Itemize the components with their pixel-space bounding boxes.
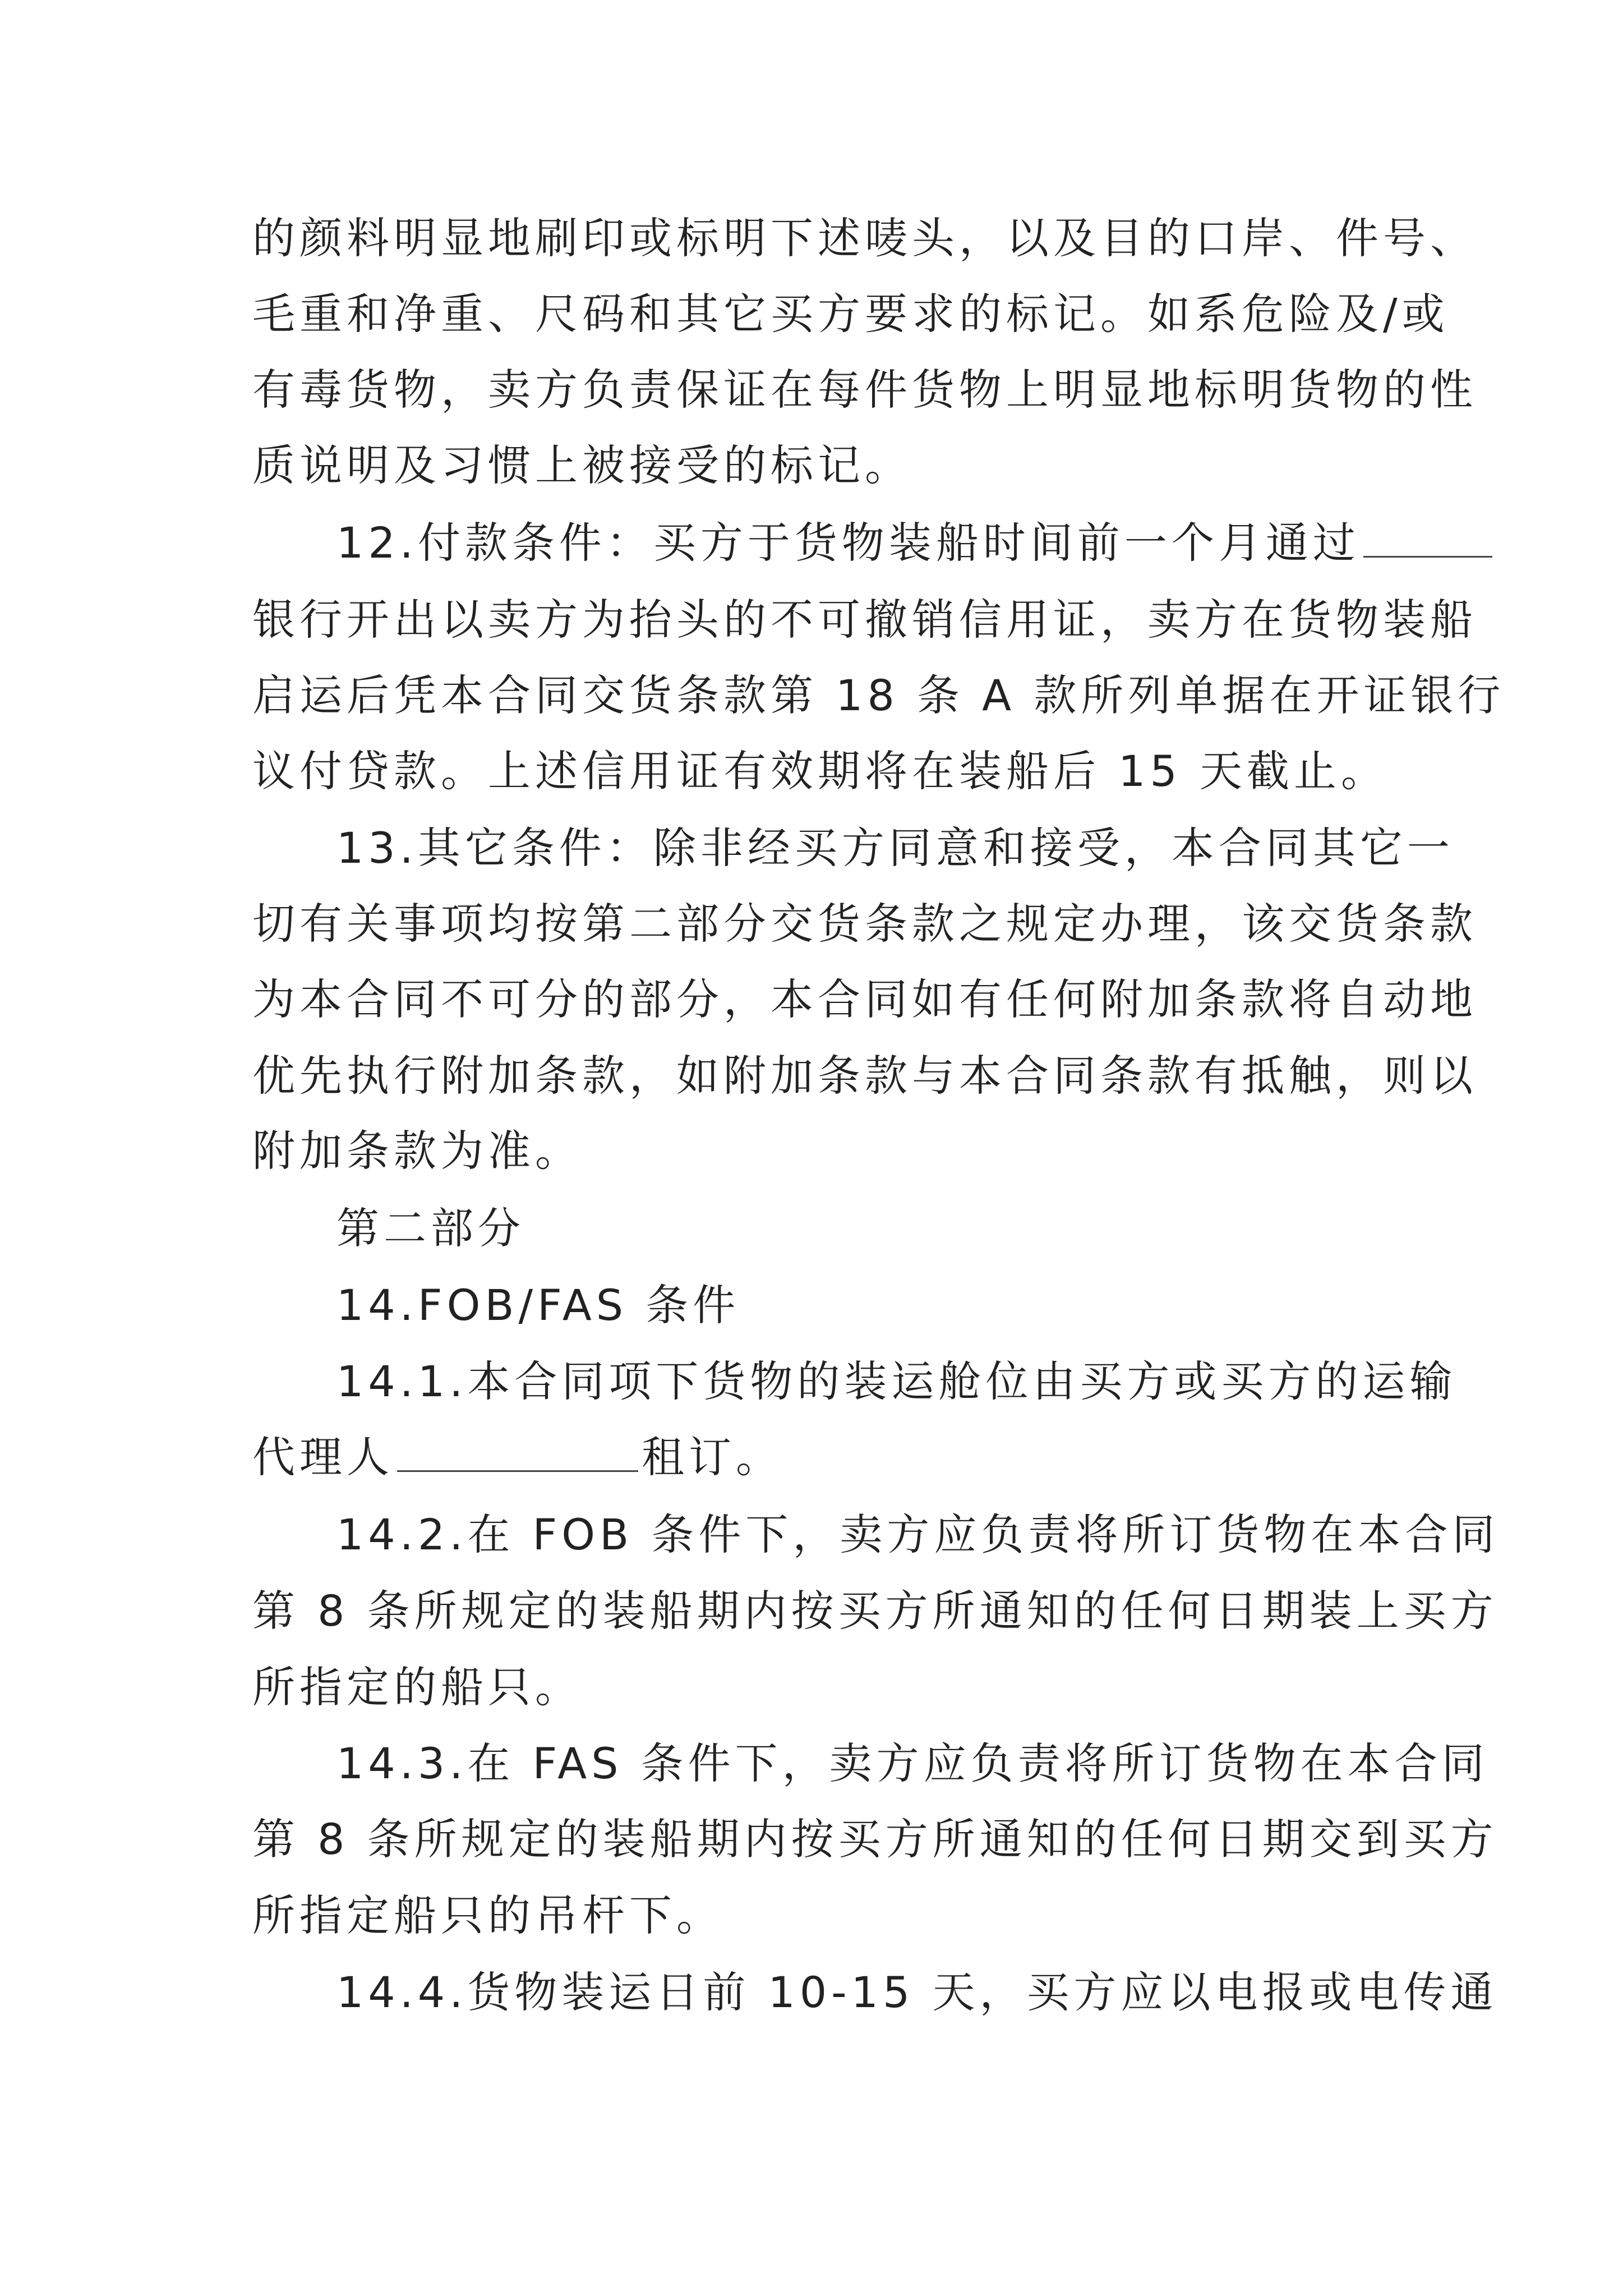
line-text: 为本合同不可分的部分，本合同如有任何附加条款将自动地 <box>252 974 1477 1024</box>
text-line <box>336 1354 1456 1410</box>
section-heading <box>336 1200 525 1257</box>
line-text: 14.3.在 FAS 条件下，卖方应负责将所订货物在本合同 <box>336 1738 1489 1788</box>
line-text: 12.付款条件：买方于货物装船时间前一个月通过 <box>336 518 1360 568</box>
text-line <box>336 1507 1499 1563</box>
text-line <box>252 743 1388 799</box>
clause-heading <box>336 1277 740 1333</box>
line-text: 毛重和净重、尺码和其它买方要求的标记。如系危险及/或 <box>252 289 1449 339</box>
line-text: 14.FOB/FAS 条件 <box>336 1280 740 1330</box>
text-line <box>252 1123 582 1179</box>
bank-name-blank[interactable] <box>1363 517 1492 558</box>
text-line <box>252 362 1477 418</box>
payment-terms-line <box>336 515 1496 571</box>
text-line <box>252 592 1477 648</box>
line-text: 14.4.货物装运日前 10-15 天，买方应以电报或电传通 <box>336 1967 1498 2017</box>
text-line <box>252 1888 723 1944</box>
text-line <box>252 1659 582 1715</box>
text-line <box>336 1964 1498 2021</box>
line-text: 议付贷款。上述信用证有效期将在装船后 15 天截止。 <box>252 746 1389 796</box>
line-text: 第 8 条所规定的装船期内按买方所通知的任何日期装上买方 <box>252 1586 1498 1636</box>
line-text: 切有关事项均按第二部分交货条款之规定办理，该交货条款 <box>252 899 1477 949</box>
line-text: 第二部分 <box>336 1203 525 1253</box>
text-line <box>252 972 1477 1028</box>
text-line <box>252 438 912 494</box>
line-text: 启运后凭本合同交货条款第 18 条 A 款所列单据在开证银行 <box>252 670 1505 720</box>
line-text: 质说明及习惯上被接受的标记。 <box>252 440 912 490</box>
line-text: 所指定的船只。 <box>252 1662 582 1712</box>
text-line <box>252 668 1505 724</box>
line-text: 14.2.在 FOB 条件下，卖方应负责将所订货物在本合同 <box>336 1510 1500 1559</box>
line-text: 所指定船只的吊杆下。 <box>252 1890 723 1940</box>
line-text: 的颜料明显地刷印或标明下述唛头，以及目的口岸、件号、 <box>252 213 1477 263</box>
line-text: 13.其它条件：除非经买方同意和接受，本合同其它一 <box>336 823 1454 873</box>
text-line <box>252 896 1477 952</box>
text-line <box>252 210 1477 266</box>
agent-name-blank[interactable] <box>397 1431 638 1472</box>
line-text: 附加条款为准。 <box>252 1126 582 1176</box>
text-line <box>252 1048 1477 1104</box>
agent-line <box>252 1429 783 1485</box>
text-line <box>252 286 1449 342</box>
line-text: 第 8 条所规定的装船期内按买方所通知的任何日期交到买方 <box>252 1814 1498 1864</box>
line-text: 优先执行附加条款，如附加条款与本合同条款有抵触，则以 <box>252 1051 1477 1101</box>
line-text: 代理人 <box>252 1432 394 1482</box>
line-text: 银行开出以卖方为抬头的不可撤销信用证，卖方在货物装船 <box>252 595 1477 645</box>
other-terms-line <box>336 820 1454 876</box>
line-text: 租订。 <box>642 1432 783 1482</box>
line-text: 14.1.本合同项下货物的装运舱位由买方或买方的运输 <box>336 1356 1457 1406</box>
text-line <box>252 1811 1498 1867</box>
text-line <box>336 1736 1489 1792</box>
line-text: 有毒货物，卖方负责保证在每件货物上明显地标明货物的性 <box>252 365 1477 415</box>
text-line <box>252 1583 1498 1639</box>
